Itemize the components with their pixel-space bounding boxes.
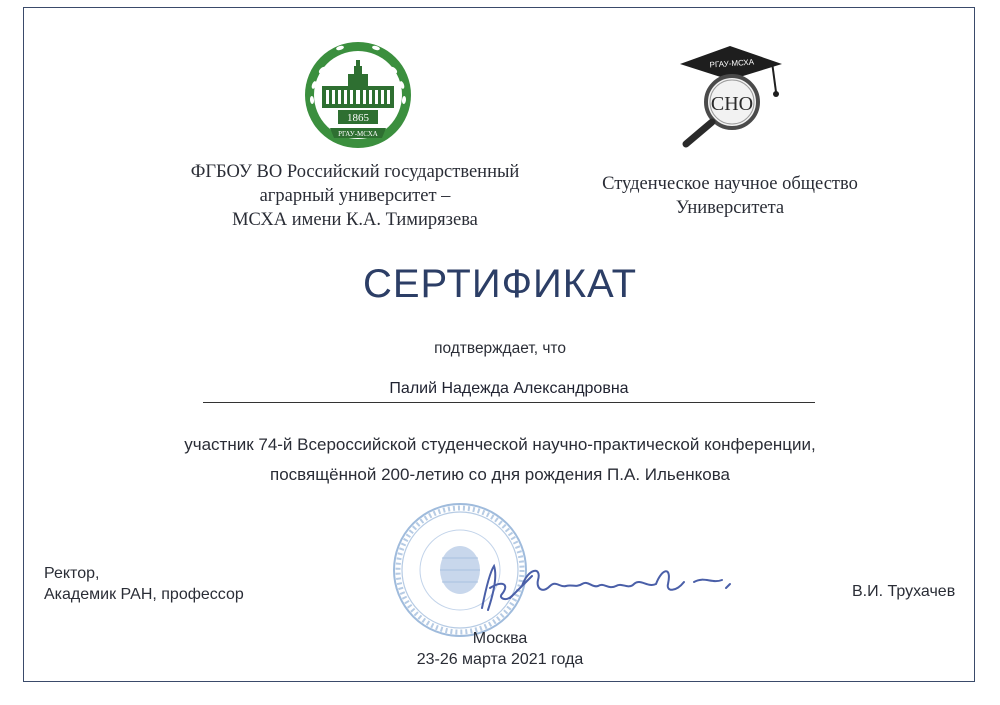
signer-position-line: Ректор,: [44, 565, 100, 582]
sno-logo: [672, 40, 792, 148]
description-line: посвящённой 200-летию со дня рождения П.А. Ильенкова: [269, 465, 730, 484]
signer-position-line: Академик РАН, профессор: [44, 586, 244, 603]
university-name: [150, 160, 560, 232]
society-name: [570, 172, 890, 220]
university-name-line: аграрный университет –: [259, 186, 451, 206]
society-name-line: Университета: [675, 198, 785, 218]
university-name-line: МСХА имени К.А. Тимирязева: [232, 210, 478, 230]
society-name-line: Студенческое научное общество: [602, 174, 858, 194]
university-logo-year: 1865: [347, 112, 369, 124]
university-name-line: ФГБОУ ВО Российский государственный: [190, 162, 520, 182]
certificate-description: [0, 430, 1000, 490]
place-and-date: [0, 628, 1000, 670]
recipient-name: Палий Надежда Александровна: [203, 380, 815, 403]
signer-position: [44, 563, 244, 605]
signer-name: В.И. Трухачев: [852, 583, 956, 600]
sno-logo-cap-text: РГАУ-МСХА: [709, 57, 755, 70]
confirm-text: подтверждает, что: [434, 340, 566, 357]
sno-logo-lens-text: СНО: [710, 93, 754, 115]
certificate-title: СЕРТИФИКАТ: [362, 262, 638, 306]
event-dates: 23-26 марта 2021 года: [416, 651, 584, 668]
signature-icon: [472, 558, 742, 620]
university-logo: [300, 40, 416, 150]
description-line: участник 74-й Всероссийской студенческой научно-практической конференции,: [184, 435, 816, 454]
university-logo-ribbon: РГАУ-МСХА: [338, 130, 378, 138]
city: Москва: [472, 630, 528, 647]
